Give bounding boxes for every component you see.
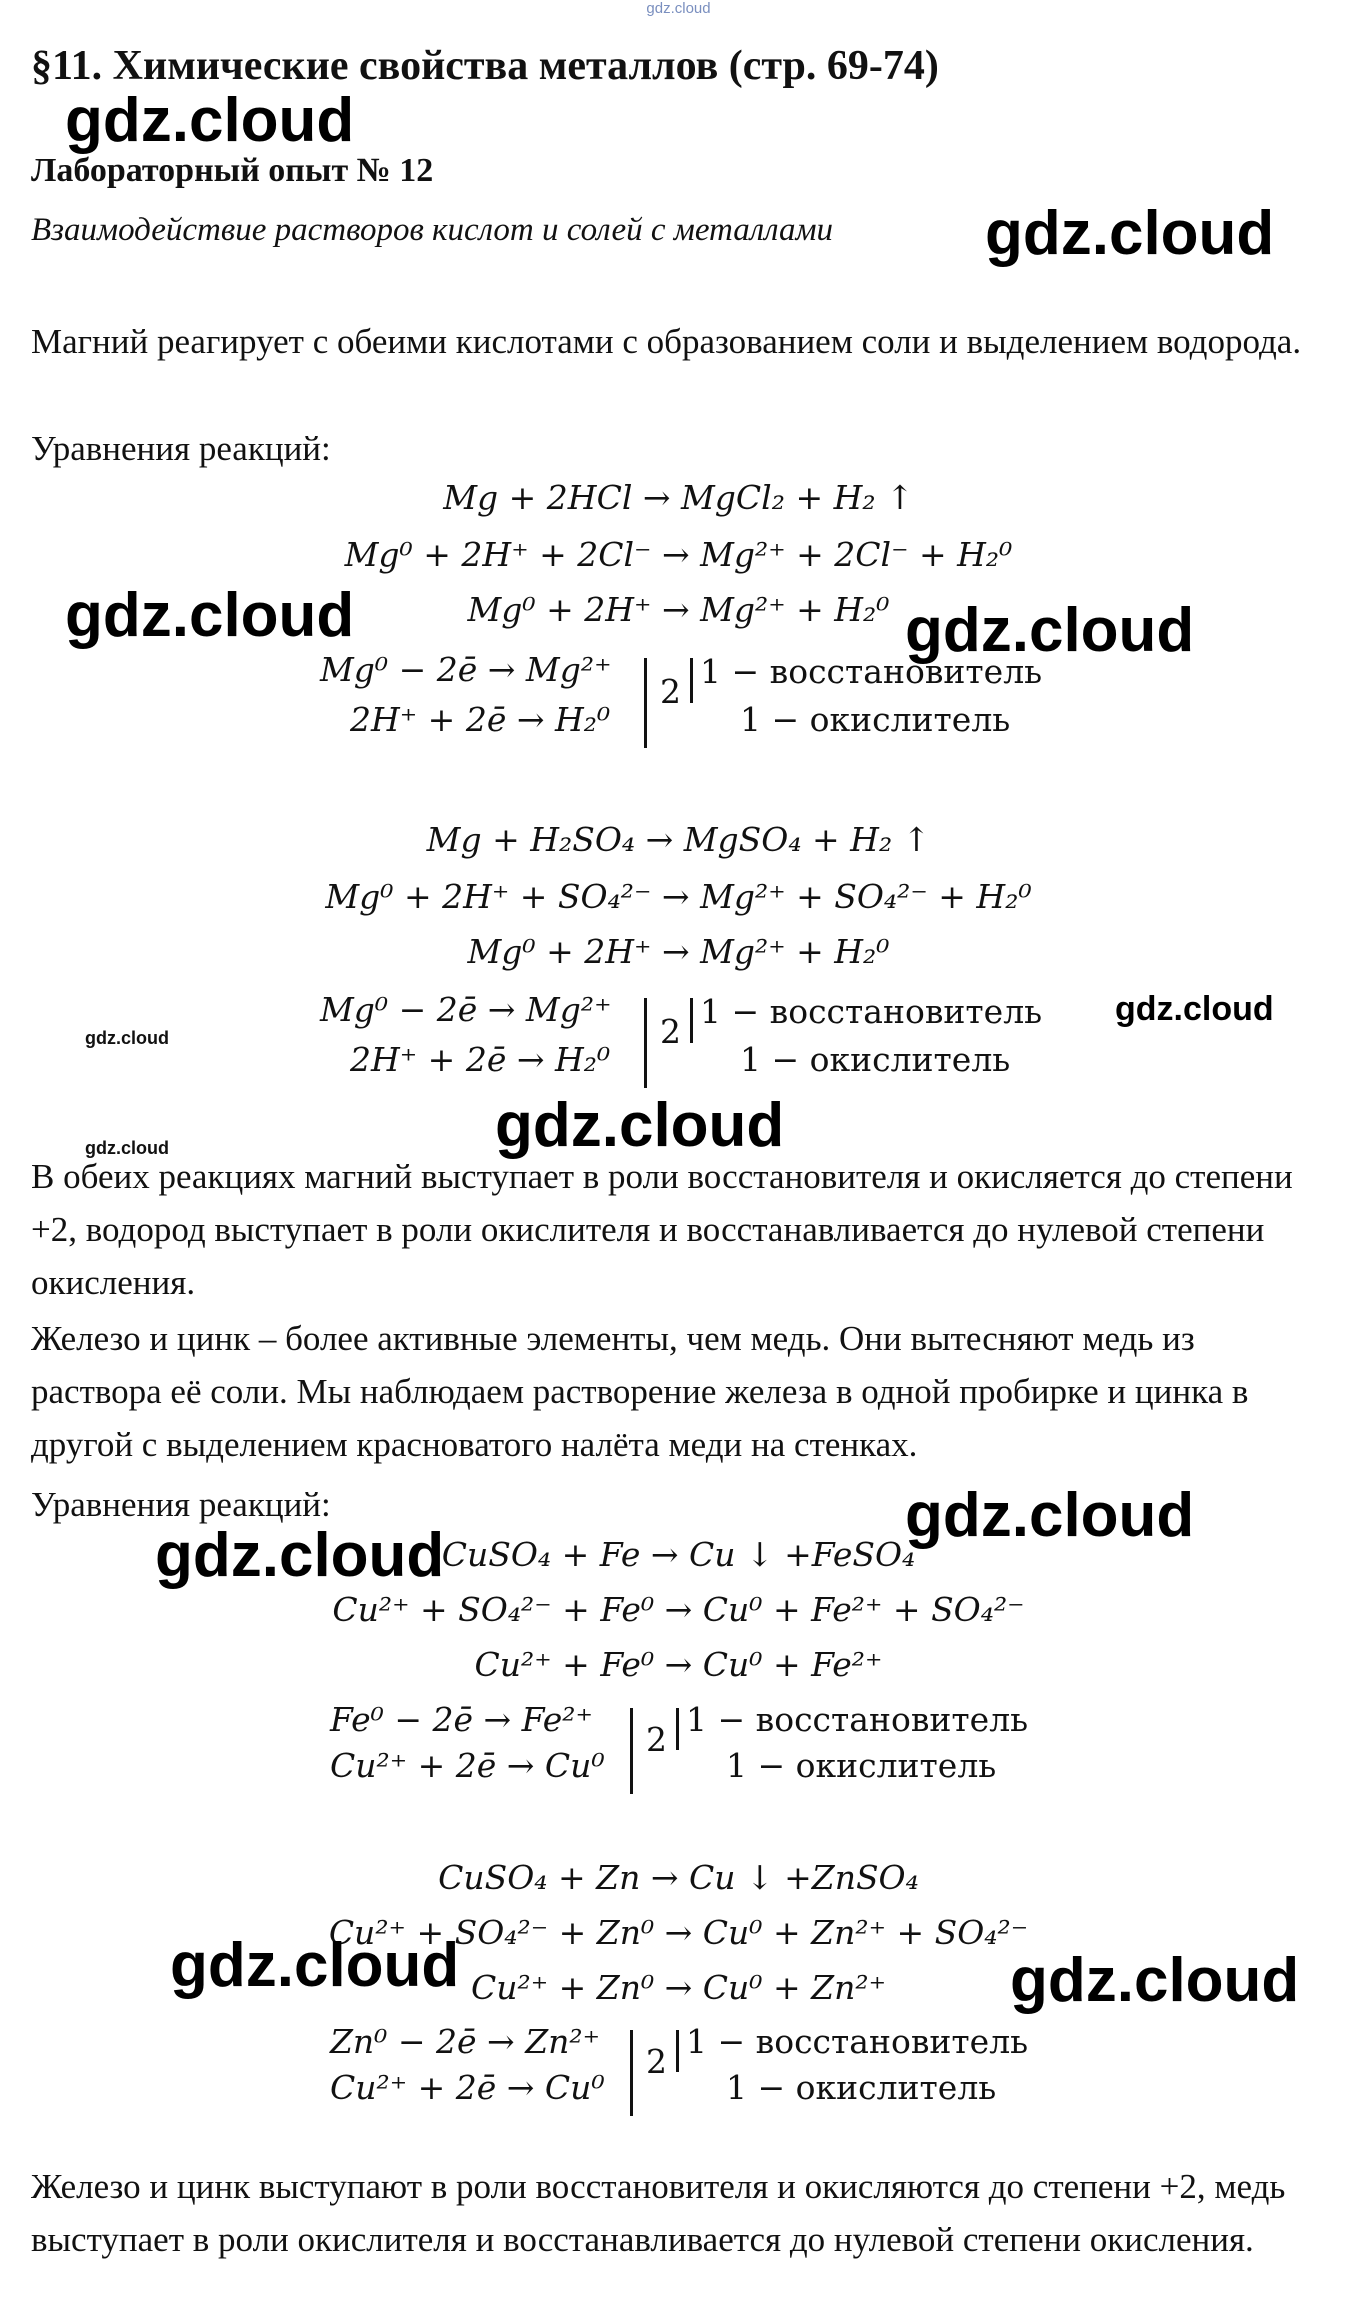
hcl-full-ionic-equation: Mg⁰ + 2H⁺ + 2Cl⁻ → Mg²⁺ + 2Cl⁻ + H₂⁰ [344, 535, 1013, 574]
hcl-short-ionic-equation: Mg⁰ + 2H⁺ → Mg²⁺ + H₂⁰ [467, 590, 890, 629]
balance-bar-right [676, 1708, 679, 1750]
h2so4-half-reaction-oxidation: Mg⁰ − 2ē → Mg²⁺ [320, 990, 612, 1029]
section2-intro: Железо и цинк – более активные элементы, чем медь. Они вытесняют медь из раствора её соли. Мы наблюдаем растворение железа в одной пробирке и цинка в другой с выделением красноватого налёта меди на стенках. [31, 1319, 1249, 1464]
h2so4-full-ionic-equation: Mg⁰ + 2H⁺ + SO₄²⁻ → Mg²⁺ + SO₄²⁻ + H₂⁰ [325, 877, 1032, 916]
h2so4-short-ionic-equation: Mg⁰ + 2H⁺ → Mg²⁺ + H₂⁰ [467, 932, 890, 971]
zn-half-reaction-reduction: Cu²⁺ + 2ē → Cu⁰ [330, 2068, 605, 2107]
hcl-molecular-equation: Mg + 2HCl → MgCl₂ + H₂ ↑ [443, 478, 914, 517]
watermark: gdz.cloud [85, 1138, 169, 1158]
fe-role-oxidizer: 1 − окислитель [726, 1746, 997, 1785]
fe-electron-balance [330, 1700, 1110, 1800]
hcl-role-reducer: 1 − восстановитель [700, 652, 1043, 691]
fe-balance-coefficient: 2 [646, 1720, 667, 1759]
h2so4-role-oxidizer: 1 − окислитель [740, 1040, 1011, 1079]
lab-experiment-heading: Лабораторный опыт № 12 [31, 152, 434, 189]
watermark: gdz.cloud [65, 581, 355, 650]
watermark: gdz.cloud [170, 1931, 460, 2000]
zn-role-reducer: 1 − восстановитель [686, 2022, 1029, 2061]
h2so4-role-reducer: 1 − восстановитель [700, 992, 1043, 1031]
topic-line: Взаимодействие растворов кислот и солей с металлами [31, 212, 834, 248]
zn-full-ionic-equation: Cu²⁺ + SO₄²⁻ + Zn⁰ → Cu⁰ + Zn²⁺ + SO₄²⁻ [328, 1913, 1029, 1952]
watermark: gdz.cloud [495, 1091, 785, 1160]
top-watermark: gdz.cloud [646, 0, 711, 17]
section1-equations-label: Уравнения реакций: [31, 429, 331, 468]
watermark: gdz.cloud [65, 86, 355, 155]
section2-equations-label: Уравнения реакций: [31, 1485, 331, 1524]
hcl-role-oxidizer: 1 − окислитель [740, 700, 1011, 739]
page-title: §11. Химические свойства металлов (стр. 69-74) [31, 43, 939, 89]
hcl-balance-coefficient: 2 [660, 672, 681, 711]
watermark: gdz.cloud [905, 1481, 1195, 1550]
watermark: gdz.cloud [1010, 1946, 1300, 2015]
fe-half-reaction-oxidation: Fe⁰ − 2ē → Fe²⁺ [330, 1700, 593, 1739]
fe-role-reducer: 1 − восстановитель [686, 1700, 1029, 1739]
watermark: gdz.cloud [1115, 990, 1274, 1028]
watermark: gdz.cloud [905, 596, 1195, 665]
hcl-half-reaction-oxidation: Mg⁰ − 2ē → Mg²⁺ [320, 650, 612, 689]
fe-half-reaction-reduction: Cu²⁺ + 2ē → Cu⁰ [330, 1746, 605, 1785]
balance-bar-right [690, 998, 693, 1043]
fe-molecular-equation: CuSO₄ + Fe → Cu ↓ +FeSO₄ [441, 1535, 916, 1574]
zn-role-oxidizer: 1 − окислитель [726, 2068, 997, 2107]
balance-bar-right [676, 2030, 679, 2072]
balance-bar-left [630, 1708, 633, 1794]
watermark: gdz.cloud [985, 199, 1275, 268]
section1-intro: Магний реагирует с обеими кислотами с образованием соли и выделением водорода. [31, 322, 1302, 361]
zn-half-reaction-oxidation: Zn⁰ − 2ē → Zn²⁺ [330, 2022, 601, 2061]
h2so4-half-reaction-reduction: 2H⁺ + 2ē → H₂⁰ [350, 1040, 611, 1079]
section1-conclusion: В обеих реакциях магний выступает в роли восстановителя и окисляется до степени +2, водород выступает в роли окислителя и восстанавливается до нулевой степени окисления. [31, 1157, 1293, 1302]
zn-electron-balance [330, 2022, 1110, 2122]
balance-bar-left [630, 2030, 633, 2116]
zn-molecular-equation: CuSO₄ + Zn → Cu ↓ +ZnSO₄ [438, 1858, 919, 1897]
h2so4-electron-balance [320, 990, 1100, 1090]
hcl-half-reaction-reduction: 2H⁺ + 2ē → H₂⁰ [350, 700, 611, 739]
zn-short-ionic-equation: Cu²⁺ + Zn⁰ → Cu⁰ + Zn²⁺ [470, 1968, 886, 2007]
h2so4-molecular-equation: Mg + H₂SO₄ → MgSO₄ + H₂ ↑ [426, 820, 931, 859]
balance-bar-right [690, 658, 693, 703]
h2so4-balance-coefficient: 2 [660, 1012, 681, 1051]
zn-balance-coefficient: 2 [646, 2042, 667, 2081]
fe-short-ionic-equation: Cu²⁺ + Fe⁰ → Cu⁰ + Fe²⁺ [474, 1645, 883, 1684]
fe-full-ionic-equation: Cu²⁺ + SO₄²⁻ + Fe⁰ → Cu⁰ + Fe²⁺ + SO₄²⁻ [332, 1590, 1025, 1629]
watermark: gdz.cloud [85, 1028, 169, 1048]
watermark: gdz.cloud [155, 1521, 445, 1590]
balance-bar-left [644, 998, 647, 1088]
section2-conclusion: Железо и цинк выступают в роли восстановителя и окисляются до степени +2, медь выступает в роли окислителя и восстанавливается до нулевой степени окисления. [31, 2167, 1286, 2259]
balance-bar-left [644, 658, 647, 748]
